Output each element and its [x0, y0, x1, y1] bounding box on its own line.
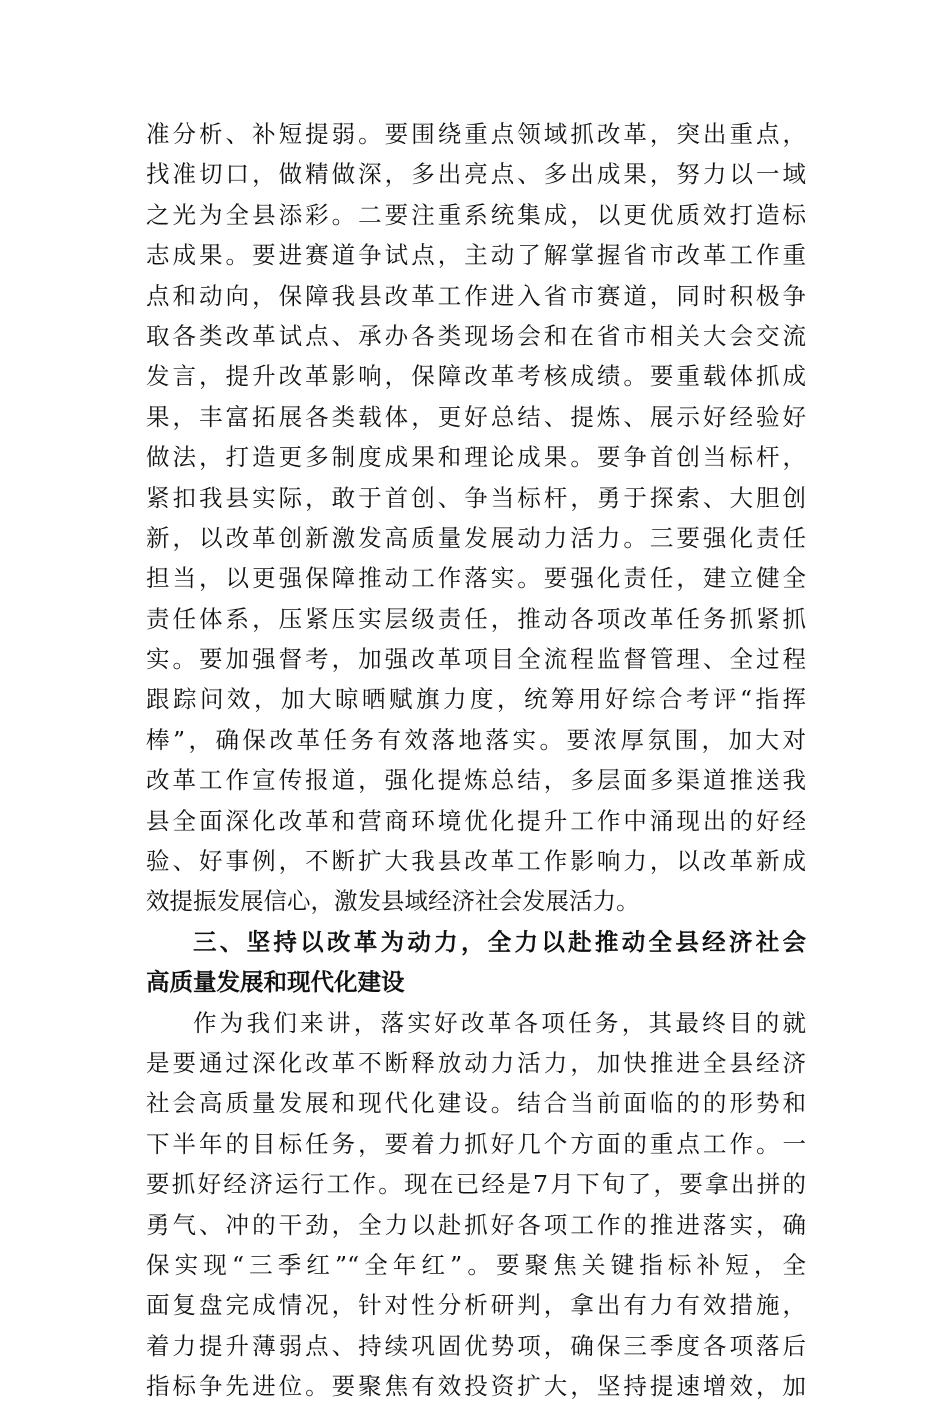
body-line: 取各类改革试点、承办各类现场会和在省市相关大会交流: [146, 321, 806, 350]
body-line: 作为我们来讲，落实好改革各项任务，其最终目的就: [193, 1008, 806, 1037]
body-line: 点和动向，保障我县改革工作进入省市赛道，同时积极争: [146, 281, 806, 310]
body-line: 跟踪问效，加大晾晒赋旗力度，统筹用好综合考评“指挥: [146, 685, 806, 714]
body-line: 之光为全县添彩。二要注重系统集成，以更优质效打造标: [146, 200, 806, 229]
body-line: 实。要加强督考，加强改革项目全流程监督管理、全过程: [146, 645, 806, 674]
body-line: 勇气、冲的干劲，全力以赴抓好各项工作的推进落实，确: [146, 1210, 806, 1239]
body-line: 验、好事例，不断扩大我县改革工作影响力，以改革新成: [146, 847, 806, 876]
body-line: 志成果。要进赛道争试点，主动了解掌握省市改革工作重: [146, 241, 806, 270]
body-line: 面复盘完成情况，针对性分析研判，拿出有力有效措施，: [146, 1291, 806, 1320]
body-line: 担当，以更强保障推动工作落实。要强化责任，建立健全: [146, 564, 806, 593]
body-line: 要抓好经济运行工作。现在已经是7月下旬了，要拿出拼的: [146, 1170, 806, 1199]
body-line: 改革工作宣传报道，强化提炼总结，多层面多渠道推送我: [146, 766, 806, 795]
body-line: 发言，提升改革影响，保障改革考核成绩。要重载体抓成: [146, 362, 806, 391]
body-line: 准分析、补短提弱。要围绕重点领域抓改革，突出重点，: [146, 120, 806, 148]
body-line: 指标争先进位。要聚焦有效投资扩大，坚持提速增效，加: [146, 1372, 806, 1401]
body-line: 是要通过深化改革不断释放动力活力，加快推进全县经济: [146, 1048, 806, 1077]
body-line: 下半年的目标任务，要着力抓好几个方面的重点工作。一: [146, 1129, 806, 1158]
body-line: 找准切口，做精做深，多出亮点、多出成果，努力以一域: [146, 160, 806, 189]
body-line: 保实现“三季红”“全年红”。要聚焦关键指标补短，全: [146, 1250, 806, 1279]
body-line: 紧扣我县实际，敢于首创、争当标杆，勇于探索、大胆创: [146, 483, 806, 512]
body-line: 社会高质量发展和现代化建设。结合当前面临的的形势和: [146, 1089, 806, 1118]
body-line: 责任体系，压紧压实层级责任，推动各项改革任务抓紧抓: [146, 604, 806, 633]
section-heading: 高质量发展和现代化建设: [146, 968, 405, 997]
body-line: 新，以改革创新激发高质量发展动力活力。三要强化责任: [146, 523, 806, 552]
body-line: 做法，打造更多制度成果和理论成果。要争首创当标杆，: [146, 443, 806, 472]
body-line: 棒”，确保改革任务有效落地落实。要浓厚氛围，加大对: [146, 725, 806, 754]
body-line: 果，丰富拓展各类载体，更好总结、提炼、展示好经验好: [146, 402, 806, 431]
body-line: 着力提升薄弱点、持续巩固优势项，确保三季度各项落后: [146, 1331, 806, 1360]
body-line: 效提振发展信心，激发县域经济社会发展活力。: [146, 887, 640, 916]
section-heading: 三、坚持以改革为动力，全力以赴推动全县经济社会: [193, 927, 806, 956]
document-page: [146, 114, 806, 1407]
body-line: 县全面深化改革和营商环境优化提升工作中涌现出的好经: [146, 806, 806, 835]
